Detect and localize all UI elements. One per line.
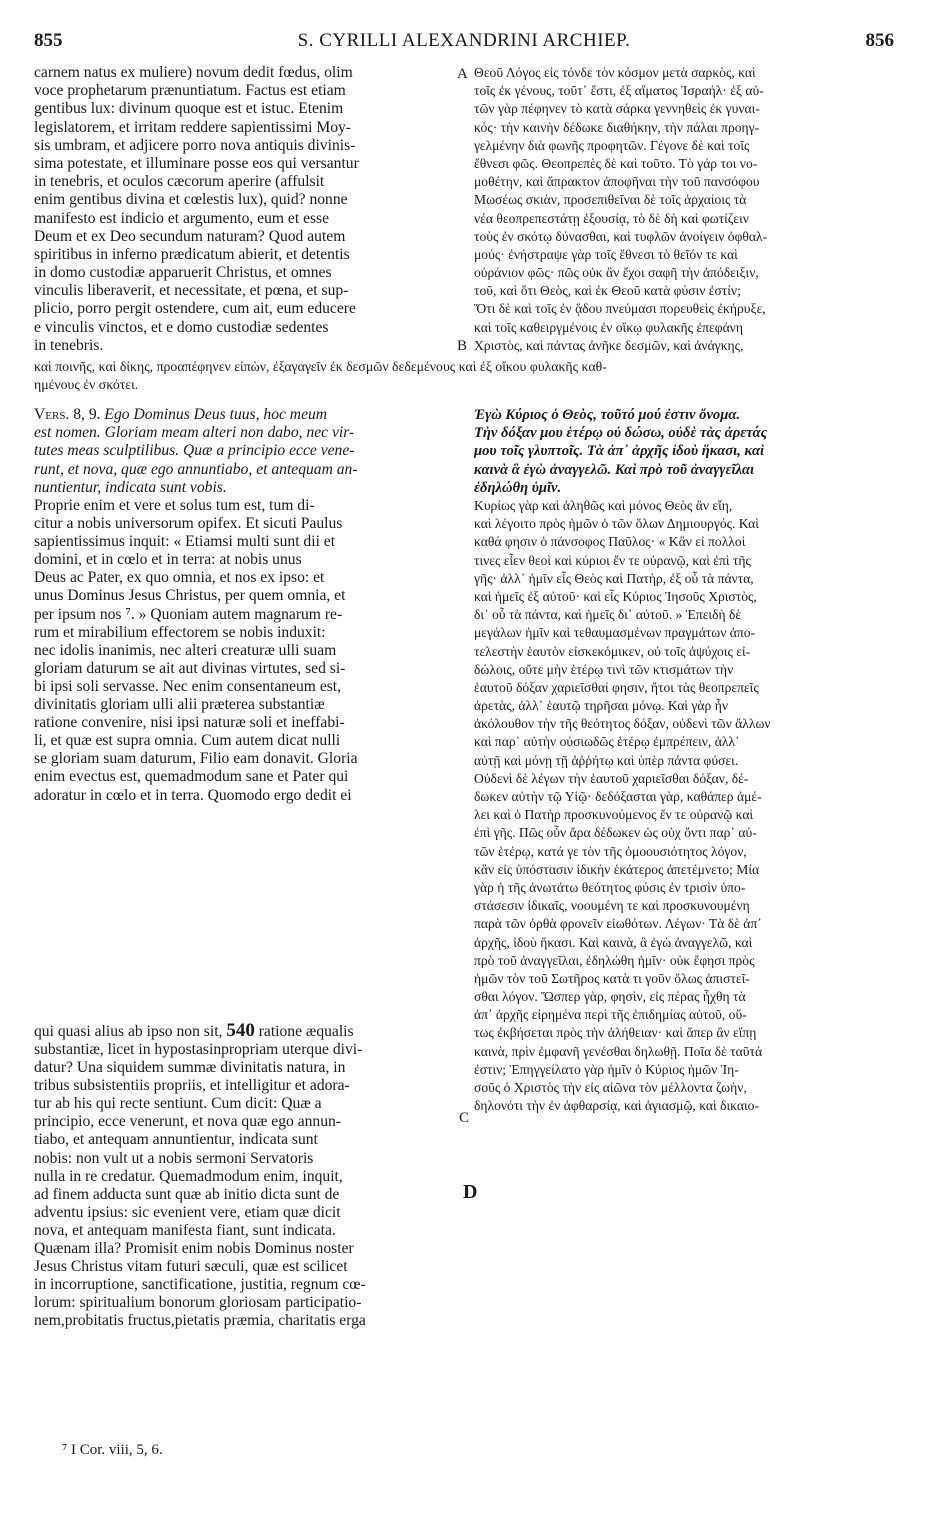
section-marker-d: D [463, 1181, 478, 1203]
text-line: in tenebris. [34, 336, 104, 354]
text-line: καινὰ, πρὶν ἐμφανῆ γενέσθαι δηλωθῇ. Ποῖα δὲ ταῦτά [474, 1043, 763, 1059]
text-line: enim evectus est, quemadmodum sane et Pater qui [34, 768, 349, 786]
text-line: adoratur in cœlo et in terra. Quomodo ergo dedit ei [34, 786, 352, 804]
text-line: δώλοις, οὔτε μὴν ἑτέρῳ τινὶ τῶν κτισμάτων τὴν [474, 661, 734, 677]
text-line: in domo custodiæ apparuerit Christus, et omnes [34, 264, 332, 282]
text-line: rum et mirabilium effectorem se nobis induxit: [34, 623, 326, 641]
page-number-right: 856 [865, 30, 894, 51]
text-line: ad finem adducta sunt quæ ab initio dicta sunt de [34, 1185, 340, 1203]
text-line: tiabo, et antequam annuntientur, indicata sunt [34, 1131, 318, 1149]
text-line: se gloriam suam daturum, Filio eam donavit. Gloria [34, 750, 358, 768]
text-line: γὰρ ἡ τῆς ἀνωτάτω θεότητος φύσις ἐν τρισὶν ὑπο- [474, 879, 746, 895]
text-line: nobis: non vult ut a nobis sermoni Servatoris [34, 1149, 314, 1167]
text-line: Ἐγὼ Κύριος ὁ Θεὸς, τοῦτό μού ἐστιν ὄνομα. [474, 407, 741, 423]
text-line: μου τοῖς γλυπτοῖς. Τὰ ἀπ᾽ ἀρχῆς ἰδοὺ ἥκασι, καὶ [474, 443, 765, 460]
text-line: καὶ λέγοιτο πρὸς ἡμῶν ὁ τῶν ὅλων Δημιουργός. Καὶ [474, 516, 759, 532]
greek-column-block-2 [474, 497, 904, 1115]
text-line: nec idolis inanimis, nec alteri creaturæ ulli suam [34, 641, 337, 659]
page-number-left: 855 [34, 30, 63, 51]
text-line: citur a nobis universorum opifex. Et sicuti Paulus [34, 515, 343, 533]
text-line: Quænam illa? Promisit enim nobis Dominus noster [34, 1240, 354, 1258]
text-line: οὐράνιον φῶς· πῶς οὐκ ἂν ἔχοι σαφῆ τὴν ἀπόδειξιν, [474, 265, 759, 281]
text-line: γελμένην διὰ φωνῆς προφητῶν. Γέγονε δὲ καὶ τοῖς [474, 137, 750, 153]
greek-column-block-1 [474, 64, 904, 355]
text-line: πρὸ τοῦ ἀναγγεῖλαι, ἐδηλώθη ἡμῖν· οὐκ ἔφησι πρὸς [474, 952, 755, 968]
section-marker-a: A [457, 66, 468, 82]
text-line: τῶν ἑτέρῳ, κατά γε τὸν τῆς ὁμοουσιότητος λόγον, [474, 843, 747, 859]
text-line: spiritibus in inferno prædicatum abierit, et detentis [34, 245, 350, 263]
text-line: sis umbram, et adjicere porro nova antiquis divinis- [34, 136, 356, 154]
text-line: Deus ac Pater, ex quo omnia, et nos ex ipso: et [34, 569, 325, 587]
text-line: legislatorem, et irritam reddere sapientissimi Moy- [34, 118, 351, 136]
text-line: Κυρίως γὰρ καὶ ἀληθῶς καὶ μόνος Θεὸς ἂν εἴη, [474, 498, 733, 513]
text-line: σοῦς ὁ Χριστὸς τὴν εἰς αἰῶνα τὸν μέλλοντα ζωὴν, [474, 1080, 747, 1095]
text-line: σθαι λόγον. Ὥσπερ γὰρ, φησὶν, εἰς πέρας ἦχθη τὰ [474, 989, 746, 1005]
greek-fullwidth-line-2: ημένους ἐν σκότει. [34, 377, 139, 393]
text-line: γῆς· ἀλλ᾽ ἡμῖν εἷς Θεὸς καὶ Πατὴρ, ἐξ οὗ τὰ πάντα, [474, 570, 754, 586]
text-line: Οὐδενὶ δὲ λέγων τὴν ἑαυτοῦ χαριεῖσθαι δόξαν, δέ- [474, 770, 749, 786]
text-line: nulla in re credatur. Quemadmodum enim, inquit, [34, 1167, 343, 1185]
text-line: in incorruptione, sanctificatione, justitia, regnum cœ- [34, 1276, 366, 1294]
latin-column-block-1 [34, 64, 462, 355]
greek-verse [474, 406, 904, 497]
text-line: ratione convenire, nisi ipsi naturæ soli et ineffabi- [34, 714, 345, 732]
text-line: ἀρχῆς, ἰδοὺ ἥκασι. Καὶ καινὰ, ἃ ἐγὼ ἀναγγελῶ, καὶ [474, 934, 753, 950]
text-line: Proprie enim et vere et solus tum est, tum di- [34, 497, 315, 514]
greek-fullwidth-line-1: καὶ ποινῆς, καὶ δίκης, προαπέφηνεν εἰπὼν, ἐξαγαγεῖν ἐκ δεσμῶν δεδεμένους καὶ ἐξ οἴκου φυλακῆς καθ- [34, 359, 607, 374]
text-line: Θεοῦ Λόγος εἰς τόνδε τὸν κόσμον μετὰ σαρκὸς, καὶ [474, 65, 756, 80]
text-line: στάσεσιν ἰδικαῖς, νοουμένη τε καὶ προσκυνουμένη [474, 898, 750, 914]
text-line: τελεστὴν ἑαυτὸν εἰσκεκόμικεν, οὐ τοῖς ἀψύχοις εἰ- [474, 643, 751, 659]
latin-540-line [34, 1021, 462, 1041]
verse-label: Vers. 8, 9. [34, 406, 101, 423]
text-line: τοῦ, καὶ ὅτι Θεὸς, καὶ ἐκ Θεοῦ κατὰ φύσιν ἐστίν; [474, 283, 741, 299]
text-line: Deum et ex Deo secundum naturam? Quod autem [34, 227, 346, 245]
text-line: ἐπὶ γῆς. Πῶς οὖν ἄρα δέδωκεν ὡς οὐχ ὄντι παρ᾽ αὐ- [474, 825, 757, 841]
column-number-540: 540 [226, 1021, 255, 1041]
verse-text-1: Ego Dominus Deus tuus, hoc meum [100, 406, 328, 423]
text-line: μοθέτην, καὶ ἄπρακτον ἀποφῆναι τὴν τοῦ πανσόφου [474, 174, 760, 190]
text-line: τοῖς ἐκ γένους, τοῦτ᾽ ἔστι, ἐξ αἵματος Ἰσραήλ· ἐξ αὐ- [474, 83, 764, 99]
text-line: bi ipsi soli servasse. Nec enim consentaneum est, [34, 677, 342, 695]
text-line: ἔθνεσι φῶς. Θεοπρεπὲς δὲ καὶ τοῦτο. Τὸ γάρ τοι νο- [474, 155, 758, 171]
text-line: substantiæ, licet in hypostasinpropriam uterque divi- [34, 1041, 363, 1058]
section-marker-c: C [459, 1110, 470, 1126]
text-line: Χριστὸς, καὶ πάντας ἀνῆκε δεσμῶν, καὶ ἀνάγκης, [474, 337, 744, 353]
text-line: καὶ ἡμεῖς ἐξ αὐτοῦ· καὶ εἷς Κύριος Ἰησοῦς Χριστὸς, [474, 588, 757, 604]
text-line: ἀπ᾽ ἀρχῆς εἰρημένα περὶ τῆς ἐπιδημίας αὐτοῦ, οὕ- [474, 1007, 747, 1023]
text-line: μούς· ἐνήστραψε γὰρ τοῖς ἔθνεσι τὸ θεῖόν τε καὶ [474, 246, 738, 262]
text-line: τως ἐκβήσεται πρὸς τὴν ἀλήθειαν· καὶ ἅπερ ἂν εἴπῃ [474, 1025, 757, 1041]
latin-540-post: ratione æqualis [254, 1023, 354, 1040]
text-line: ἀρετὰς, ἀλλ᾽ ἑαυτῷ τηρῆσαι μόνῳ. Καὶ γὰρ ἦν [474, 698, 728, 714]
text-line: lorum: spiritualium bonorum gloriosam participatio- [34, 1294, 362, 1312]
text-line: τῶν γὰρ πέφηνεν τὸ κατὰ σάρκα γεννηθεὶς ἐκ γυναι- [474, 101, 760, 117]
text-line: τινες εἶεν θεοὶ καὶ κύριοι ἔν τε οὐρανῷ, καὶ ἐπὶ τῆς [474, 552, 751, 568]
text-line: sima potestate, et illuminare posse eos qui versantur [34, 154, 359, 172]
text-line: καινὰ ἃ ἐγὼ ἀναγγελῶ. Καὶ πρὸ τοῦ ἀναγγεῖλαι [474, 461, 755, 478]
text-line: datur? Una siquidem summæ divinitatis natura, in [34, 1059, 346, 1077]
text-line: principio, ecce venerunt, et nova quæ ego annun- [34, 1113, 342, 1131]
text-line: carnem natus ex muliere) novum dedit fœdus, olim [34, 64, 353, 81]
text-line: καὶ παρ᾽ αὐτὴν οὐσιωδῶς ἑτέρῳ ἐμπρέπειν, ἀλλ᾽ [474, 734, 740, 750]
text-line: αὐτῇ καὶ μόνῃ τῇ ἀῤῥήτῳ καὶ ὑπὲρ πάντα φύσει. [474, 752, 739, 768]
text-line: κός· τὴν καινὴν δέδωκε διαθήκην, τὴν πάλαι προηγ- [474, 119, 760, 135]
running-title: S. CYRILLI ALEXANDRINI ARCHIEP. [297, 30, 631, 51]
text-line: vinculis liberaverit, et necessitate, et pœna, et sup- [34, 282, 349, 300]
text-line: e vinculis vinctos, et e domo custodiæ sedentes [34, 318, 329, 336]
text-line: Ὅτι δὲ καὶ τοῖς ἐν ᾅδου πνεύμασι πορευθεὶς ἐκήρυξε, [474, 301, 766, 317]
text-line: Τὴν δόξαν μου ἑτέρῳ οὐ δώσω, οὐδὲ τὰς ἀρετάς [474, 425, 768, 442]
text-line: δωκεν αὐτὴν τῷ Υἱῷ· δεδόξασται γὰρ, καθάπερ ἀμέ- [474, 789, 762, 804]
text-line: tribus subsistentiis propriis, et intelligitur et adora- [34, 1077, 350, 1095]
text-line: adventu ipsius: sic evenient vere, etiam quæ dicit [34, 1203, 341, 1221]
greek-fullwidth-lines [34, 358, 904, 394]
text-line: ἡμῶν τὸν τοῦ Σωτῆρος κατὰ τι γοῦν ὅλως ἀπιστεῖ- [474, 970, 750, 986]
text-line: παρὰ τῶν ὀρθὰ φρονεῖν εἰωθότων. Λέγων· Τὰ δὲ ἀπ᾽ [474, 916, 762, 932]
text-line: καὶ τοῖς καθειργμένοις ἐν οἴκῳ φυλακῆς ἐπεφάνη [474, 319, 743, 335]
text-line: divinitatis gloriam ulli alii præterea substantiæ [34, 696, 325, 714]
text-line: ἑαυτοῦ δόξαν χαριεῖσθαί φησιν, ἤτοι τὰς θεοπρεπεῖς [474, 679, 759, 695]
text-line: κἂν εἰς ὑπόστασιν ἰδικὴν ἑκάτερος ἀπετέμνετο; Μία [474, 861, 760, 877]
text-line: manifesto est indicio et argumento, eum et esse [34, 209, 330, 227]
latin-verse-line-5: nuntientur, indicata sunt vobis. [34, 478, 227, 496]
text-line: per ipsum nos ⁷. » Quoniam autem magnarum re- [34, 605, 343, 623]
text-line: ἐστιν; Ἐπηγγείλατο γὰρ ἡμῖν ὁ Κύριος ἡμῶν Ἰη- [474, 1061, 739, 1077]
text-line: gentibus lux: divinum quoque est et istuc. Etenim [34, 100, 344, 118]
text-line: λει καὶ ὁ Πατὴρ προσκυνούμενος ἔν τε οὐρανῷ καὶ [474, 807, 754, 823]
latin-verse [34, 406, 462, 497]
section-marker-b: B [457, 338, 468, 354]
page-header [34, 30, 894, 56]
text-line: nova, et antequam manifesta fiant, sunt indicata. [34, 1221, 336, 1239]
text-line: ἐδηλώθη ὑμῖν. [474, 479, 562, 496]
text-line: tur ab his qui recte sentiunt. Cum dicit: Quæ a [34, 1095, 322, 1113]
text-line: domini, et in cœlo et in terra: at nobis unus [34, 551, 302, 569]
text-line: plicio, porro pergit ostendere, cum ait, eum educere [34, 300, 356, 318]
latin-column-block-2a [34, 497, 462, 805]
text-line: nem,probitatis fructus,pietatis præmia, charitatis erga [34, 1312, 366, 1330]
latin-540-line-wrap [34, 1021, 462, 1041]
text-line: enim gentibus divina et cœlestis lux), quid? nonne [34, 191, 348, 209]
latin-verse-line-2: est nomen. Gloriam meam alteri non dabo, nec vir- [34, 424, 355, 442]
latin-verse-line-3: tutes meas sculptilibus. Quæ a principio ecce vene- [34, 442, 355, 460]
text-line: Μωσέως σκιὰν, προσεπιθεῖναι δὲ τοῖς ἀρχαίοις τὰ [474, 192, 747, 208]
text-line: δι᾽ οὗ τὰ πάντα, καὶ ἡμεῖς δι᾽ αὐτοῦ. » Ἐπειδὴ δὲ [474, 607, 742, 623]
text-line: τοὺς ἐν σκότῳ δύνασθαι, καὶ τυφλῶν ἀνοίγειν ὀφθαλ- [474, 228, 768, 244]
footnote: ⁷ I Cor. viii, 5, 6. [62, 1442, 163, 1458]
text-line: καθά φησιν ὁ πάνσοφος Παῦλος· « Κἂν εἰ πολλοὶ [474, 534, 746, 550]
latin-540-pre: qui quasi alius ab ipso non sit, [34, 1023, 227, 1040]
text-line: in tenebris, et oculos cæcorum aperire (affulsit [34, 173, 325, 191]
text-line: li, et quæ est supra omnia. Cum autem dicat nulli [34, 732, 341, 750]
latin-verse-line-4: runt, et nova, quæ ego annuntiabo, et antequam an- [34, 460, 358, 478]
latin-column-block-2b [34, 1041, 462, 1331]
text-line: μεγάλων ἡμῖν καὶ τεθαυμασμένων πραγμάτων ἀπο- [474, 625, 756, 641]
text-line: unus Dominus Jesus Christus, per quem omnia, et [34, 587, 346, 605]
latin-verse-line-1 [34, 406, 462, 424]
text-line: voce prophetarum prænuntiatum. Factus est etiam [34, 82, 346, 100]
text-line: δηλονότι τὴν ἐν ἀφθαρσίᾳ, καὶ ἁγιασμῷ, καὶ δικαιο- [474, 1098, 760, 1114]
text-line: gloriam daturum se ait aut divinas virtutes, sed si- [34, 659, 346, 677]
text-line: νέα θεοπρεπεστάτῃ ἐξουσίᾳ, τὸ δὲ δὴ καὶ φωτίζειν [474, 210, 749, 226]
text-line: ἀκόλουθον τὴν τῆς θεότητος δόξαν, οὐδενὶ τῶν ἄλλων [474, 716, 771, 732]
text-line: sapientissimus inquit: « Etiamsi multi sunt dii et [34, 533, 336, 551]
text-line: Jesus Christus vitam futuri sæculi, quæ est scilicet [34, 1258, 348, 1276]
